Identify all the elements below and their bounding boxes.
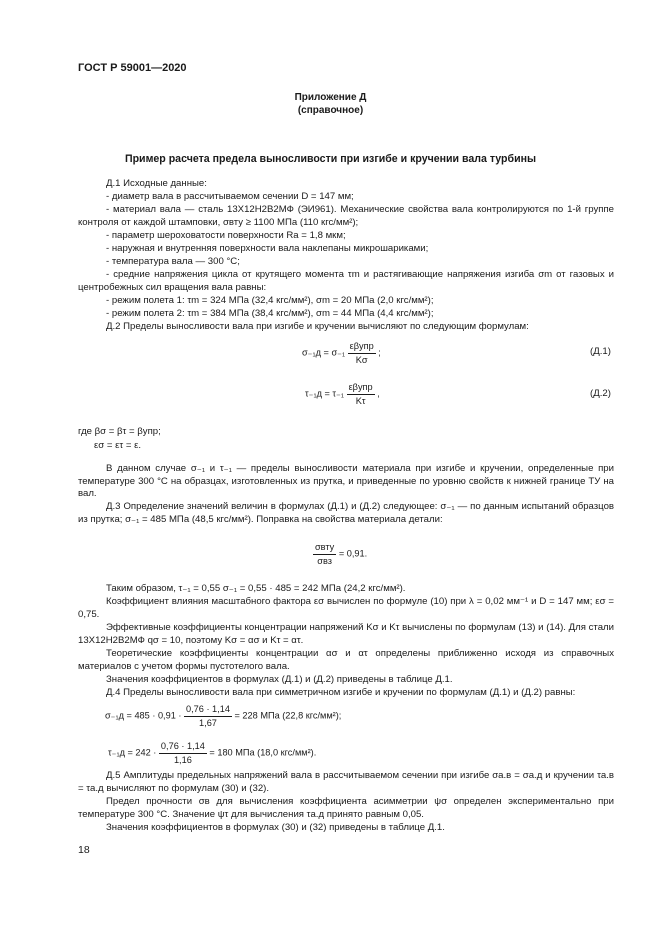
paragraph-scale-factor: Коэффициент влияния масштабного фактора εσ вычислен по формуле (10) при λ = 0,02 мм⁻¹ и D = 147 мм; εσ = 0,75.: [78, 596, 614, 620]
list-item-mode1: - режим полета 1: τm = 324 МПа (32,4 кгс/мм²), σm = 20 МПа (2,0 кгс/мм²);: [106, 295, 434, 306]
list-item-stress: - средние напряжения цикла от крутящего момента τm и растягивающие напряжения изгиба σm от газовых и центробежных сил вращения вала равны:: [78, 269, 614, 293]
list-item-material: - материал вала — сталь 13Х12Н2В2МФ (ЭИ961). Механические свойства вала контролируются по 1-й группе контроля от каждой штамповки, σвту ≥ 1100 МПа (110 кгс/мм²);: [78, 204, 614, 228]
appendix-title: Приложение Д: [294, 92, 367, 103]
formula-ratio-denominator: σвз: [317, 555, 332, 566]
formula-d1-end: ;: [378, 347, 381, 358]
formula-d2: [305, 381, 380, 407]
appendix-kind: (справочное): [297, 105, 364, 116]
formula-d2-lhs: τ₋₁д = τ₋₁: [305, 388, 344, 399]
paragraph-d3: Д.3 Определение значений величин в формулах (Д.1) и (Д.2) следующее: σ₋₁ — по данным испытаний образцов из прутка; σ₋₁ = 485 МПа (48,5 кгс/мм²). Поправка на свойства материала детали:: [78, 501, 614, 525]
formula-sigma-fraction: [184, 703, 232, 729]
formula-d2-fraction: [347, 381, 375, 407]
standard-header: ГОСТ Р 59001—2020: [78, 62, 187, 74]
list-item-mode2: - режим полета 2: τm = 384 МПа (38,4 кгс/мм²), σm = 44 МПа (4,4 кгс/мм²);: [106, 308, 434, 319]
formula-d2-numerator: εβупр: [347, 381, 375, 395]
list-item-surface: - наружная и внутренняя поверхности вала наклепаны микрошариками;: [106, 243, 429, 254]
paragraph-d1: Д.1 Исходные данные:: [106, 178, 207, 189]
formula-d1-fraction: [348, 340, 376, 366]
paragraph-theoretical-coefficients: Теоретические коэффициенты концентрации ασ и ατ определены приближенно исходя из справочных материалов с учетом формы пустотелого вала.: [78, 648, 614, 672]
paragraph-table-reference: Значения коэффициентов в формулах (Д.1) и (Д.2) приведены в таблице Д.1.: [106, 674, 453, 685]
paragraph-effective-coefficients: Эффективные коэффициенты концентрации напряжений Kσ и Kτ вычислены по формулам (13) и (14). Для стали 13Х12Н2В2МФ qσ = 10, поэтому Kσ = ασ и Kτ = ατ.: [78, 622, 614, 646]
formula-d1-denominator: Kσ: [355, 354, 368, 365]
paragraph-final: Значения коэффициентов в формулах (30) и (32) приведены в таблице Д.1.: [106, 822, 445, 833]
equation-number-d2: (Д.2): [590, 388, 611, 399]
formula-tau-numerator: 0,76 · 1,14: [159, 740, 207, 754]
where-line-1: где βσ = βτ = βупр;: [78, 426, 161, 437]
formula-d1: [302, 340, 381, 366]
page-number: 18: [78, 844, 90, 856]
formula-tau-fraction: [159, 740, 207, 766]
formula-d1-lhs: σ₋₁д = σ₋₁: [302, 347, 346, 358]
paragraph-d4: Д.4 Пределы выносливости вала при симметричном изгибе и кручении по формулам (Д.1) и (Д.2) равны:: [106, 687, 576, 698]
formula-tau-rhs: = 180 МПа (18,0 кгс/мм²).: [209, 747, 317, 758]
formula-tau-lhs: τ₋₁д = 242 ·: [108, 747, 157, 758]
paragraph-thus: Таким образом, τ₋₁ = 0,55 σ₋₁ = 0,55 · 485 = 242 МПа (24,2 кгс/мм²).: [106, 583, 406, 594]
formula-ratio-fraction: [313, 541, 336, 567]
formula-sigma-numerator: 0,76 · 1,14: [184, 703, 232, 717]
formula-sigma: [105, 703, 341, 729]
formula-ratio-rhs: = 0,91.: [338, 548, 368, 559]
formula-sigma-denominator: 1,67: [199, 717, 217, 728]
paragraph-strength-limit: Предел прочности σв для вычисления коэффициента асимметрии ψσ определен экспериментально при температуре 300 °С. Значение ψτ для вычисления τа.д принято равным 0,05.: [78, 796, 614, 820]
formula-sigma-rhs: = 228 МПа (22,8 кгс/мм²);: [234, 710, 342, 721]
paragraph-case: В данном случае σ₋₁ и τ₋₁ — пределы выносливости материала при изгибе и кручении, определенные при температуре 300 °С на образцах, изготовленных из прутка, и приведенные по уровню свойств к нижней границе ТУ на вал.: [78, 463, 614, 500]
section-title: Пример расчета предела выносливости при изгибе и кручении вала турбины: [124, 153, 537, 165]
formula-ratio: [313, 541, 367, 567]
equation-number-d1: (Д.1): [590, 346, 611, 357]
list-item-roughness: - параметр шероховатости поверхности Ra = 1,8 мкм;: [106, 230, 346, 241]
formula-d1-numerator: εβупр: [348, 340, 376, 354]
where-line-2: εσ = ετ = ε.: [94, 440, 142, 451]
formula-ratio-numerator: σвту: [313, 541, 336, 555]
paragraph-d2: Д.2 Пределы выносливости вала при изгибе и кручении вычисляют по следующим формулам:: [106, 321, 529, 332]
formula-d2-denominator: Kτ: [355, 395, 366, 406]
formula-tau: [108, 740, 316, 766]
list-item-temperature: - температура вала — 300 °С;: [106, 256, 240, 267]
list-item-diameter: - диаметр вала в рассчитываемом сечении D = 147 мм;: [106, 191, 354, 202]
formula-d2-end: ,: [377, 388, 380, 399]
paragraph-d5: Д.5 Амплитуды предельных напряжений вала в рассчитываемом сечении при изгибе σа.в = σа.д и кручении τа.в = τа.д вычисляют по формулам (30) и (32).: [78, 770, 614, 794]
formula-sigma-lhs: σ₋₁д = 485 · 0,91 ·: [105, 710, 182, 721]
formula-tau-denominator: 1,16: [173, 754, 192, 765]
